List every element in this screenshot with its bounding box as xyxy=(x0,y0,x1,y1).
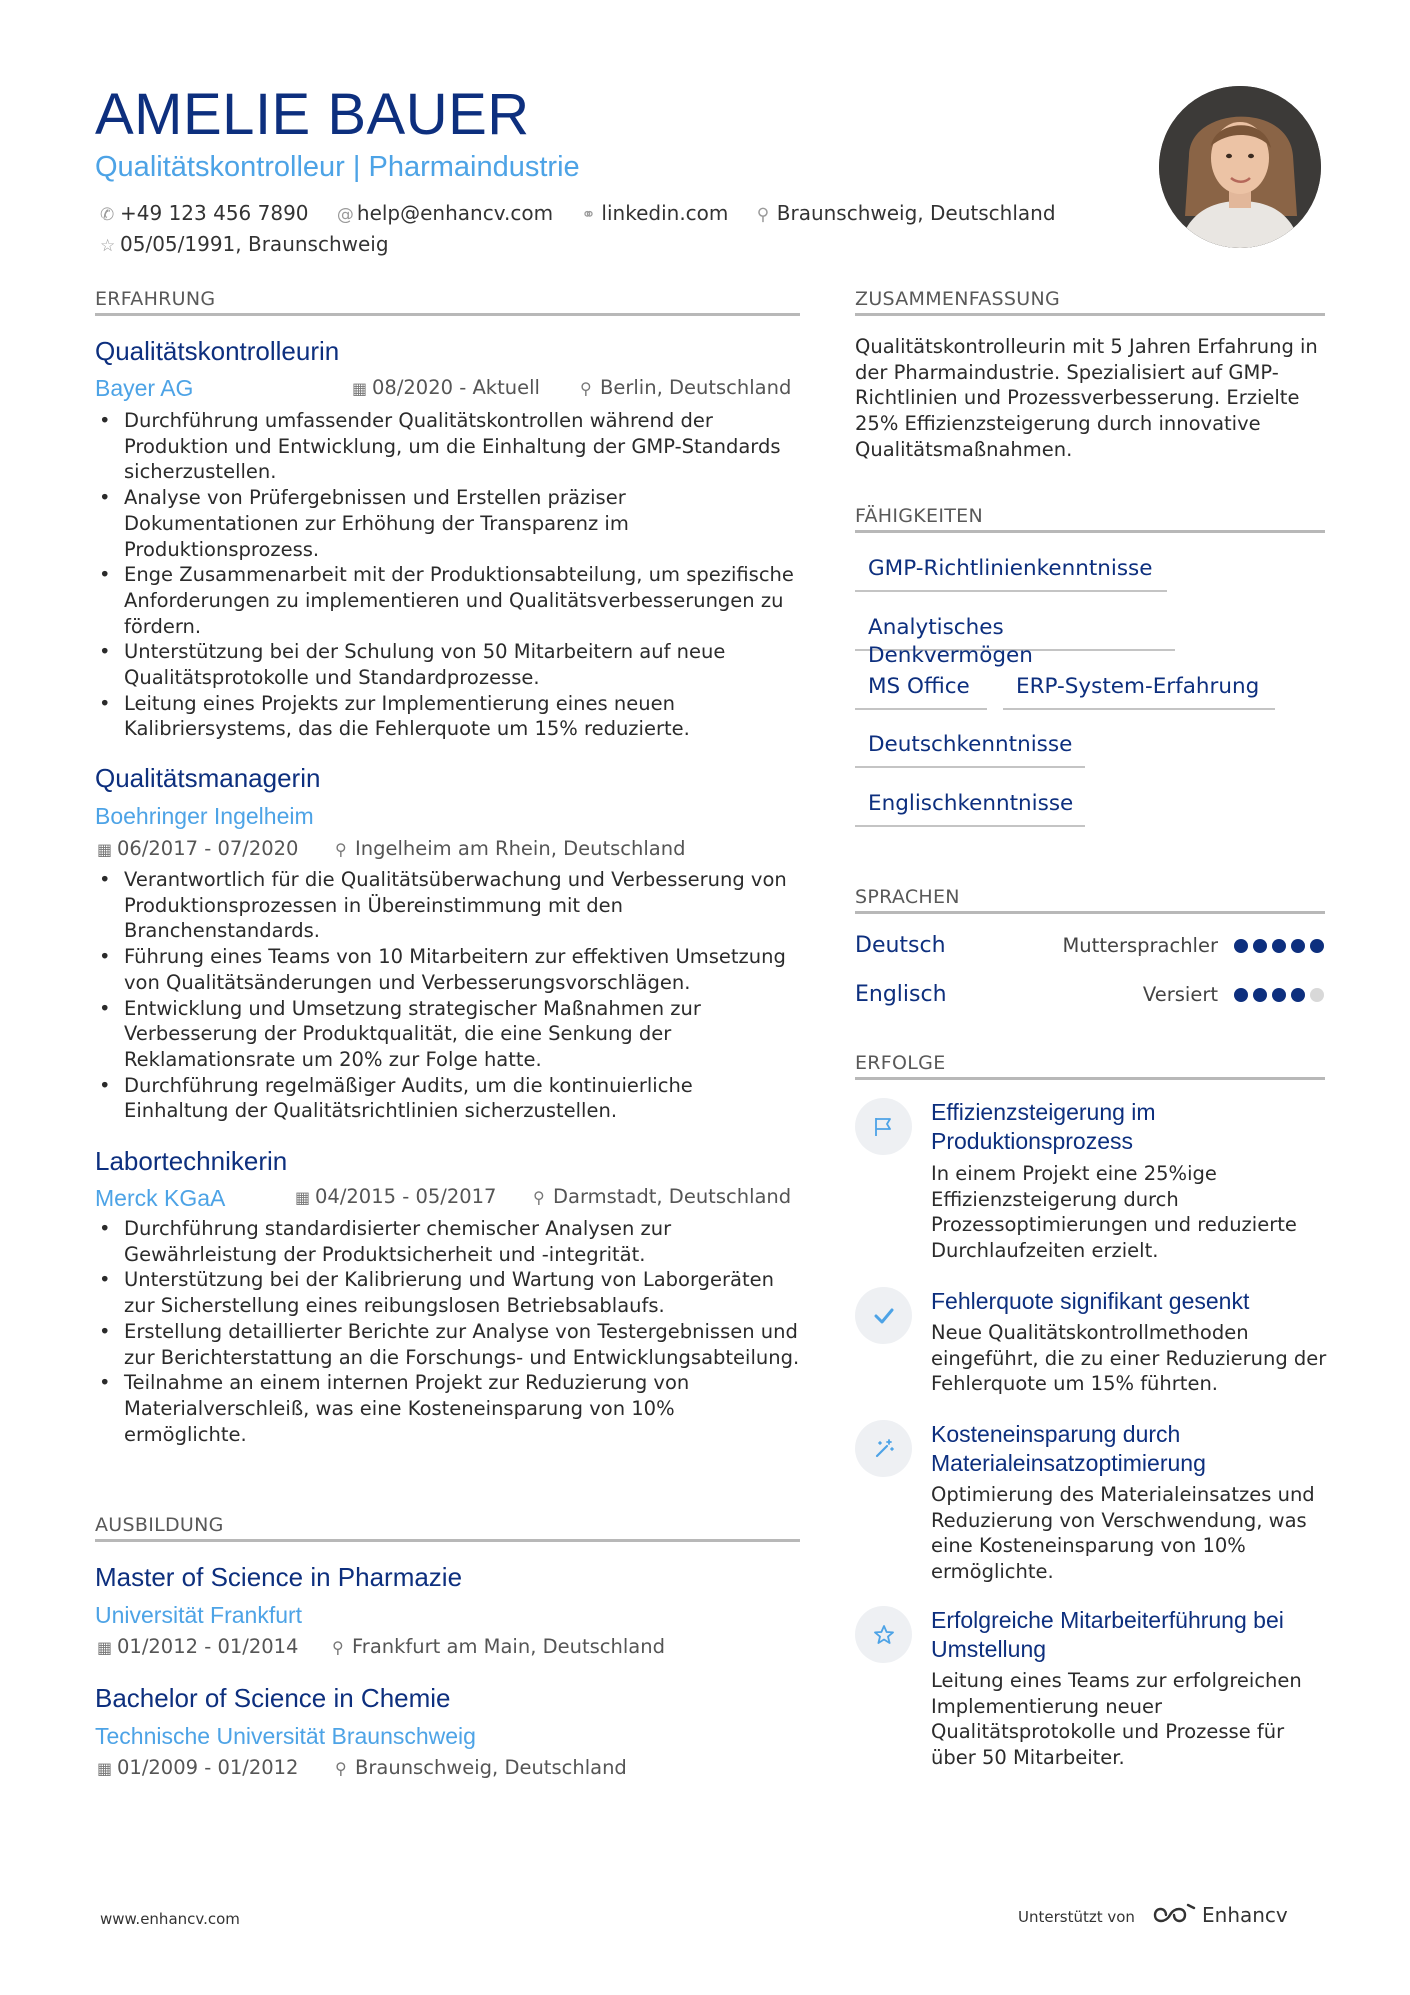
list-item: • Leitung eines Projekts zur Implementierung eines neuen Kalibriersystems, das die Fehlerquote um 15% reduzierte. xyxy=(95,691,800,742)
list-item: • Durchführung standardisierter chemischer Analysen zur Gewährleistung der Produktsicherheit und -integrität. xyxy=(95,1216,800,1267)
star-icon xyxy=(855,1606,912,1663)
education-degree: Bachelor of Science in Chemie xyxy=(95,1683,451,1713)
candidate-name: AMELIE BAUER xyxy=(95,82,530,147)
section-title-achievements: ERFOLGE xyxy=(855,1052,946,1074)
list-item: • Führung eines Teams von 10 Mitarbeitern zur effektiven Umsetzung von Qualitätsänderungen und Verbesserungsvorschlägen. xyxy=(95,944,800,995)
section-title-education: AUSBILDUNG xyxy=(95,1514,224,1536)
phone-icon: ✆ xyxy=(100,205,115,225)
job-location: ⚲ Berlin, Deutschland xyxy=(580,375,791,402)
job-role: Qualitätsmanagerin xyxy=(95,763,321,793)
link-icon: ⚭ xyxy=(581,205,596,225)
achievement-title: Erfolgreiche Mitarbeiterführung bei Umstellung xyxy=(931,1607,1284,1662)
rating-dot xyxy=(1253,939,1267,953)
section-divider xyxy=(855,530,1325,533)
star-outline-icon: ☆ xyxy=(100,236,116,256)
achievement-title: Kosteneinsparung durch Materialeinsatzoptimierung xyxy=(931,1421,1206,1476)
language-rating xyxy=(1234,988,1324,1004)
profile-photo xyxy=(1159,86,1321,248)
section-divider xyxy=(95,1539,800,1542)
calendar-icon: ▦ xyxy=(97,1638,113,1657)
job-company: Merck KGaA xyxy=(95,1185,226,1211)
location-pin-icon: ⚲ xyxy=(335,1759,347,1778)
profile-photo-graphic xyxy=(1159,86,1321,248)
achievement-description: Leitung eines Teams zur erfolgreichen Implementierung neuer Qualitätsprotokolle und Prozesse für über 50 Mitarbeiter. xyxy=(931,1669,1302,1770)
achievement-description: Neue Qualitätskontrollmethoden eingeführt, die zu einer Reduzierung der Fehlerquote um 15% führten. xyxy=(931,1321,1327,1396)
location-pin-icon: ⚲ xyxy=(533,1188,545,1207)
footer-website[interactable]: www.enhancv.com xyxy=(100,1910,240,1928)
rating-dot xyxy=(1253,988,1267,1002)
skill-tag: GMP-Richtlinienkenntnisse xyxy=(855,552,1167,592)
job-bullets xyxy=(95,408,800,742)
language-level: Versiert xyxy=(1142,983,1218,1006)
achievement-description: In einem Projekt eine 25%ige Effizienzsteigerung durch Prozessoptimierungen und reduzierte Durchlaufzeiten erzielt. xyxy=(931,1162,1297,1263)
language-name: Englisch xyxy=(855,982,947,1007)
education-dates: ▦ 01/2012 - 01/2014 xyxy=(97,1634,298,1661)
section-title-skills: FÄHIGKEITEN xyxy=(855,505,983,527)
calendar-icon: ▦ xyxy=(352,379,368,398)
rating-dot xyxy=(1291,988,1305,1002)
location-pin-icon: ⚲ xyxy=(335,840,347,859)
job-location: ⚲ Ingelheim am Rhein, Deutschland xyxy=(335,836,685,863)
rating-dot xyxy=(1291,939,1305,953)
summary-text: Qualitätskontrolleurin mit 5 Jahren Erfahrung in der Pharmaindustrie. Spezialisiert auf GMP-Richtlinien und Prozessverbesserung. Erzielte 25% Effizienzsteigerung durch innovative Qualitätsmaßnahmen. xyxy=(855,335,1318,461)
footer-brand: Enhancv xyxy=(1202,1903,1288,1927)
list-item: • Teilnahme an einem internen Projekt zur Reduzierung von Materialverschleiß, was eine Kosteneinsparung von 10% ermöglichte. xyxy=(95,1370,800,1447)
section-divider xyxy=(855,1077,1325,1080)
job-role: Labortechnikerin xyxy=(95,1146,288,1176)
list-item: • Entwicklung und Umsetzung strategischer Maßnahmen zur Verbesserung der Produktqualität, die eine Senkung der Reklamationsrate um 20% zur Folge hatte. xyxy=(95,996,800,1073)
language-rating xyxy=(1234,939,1324,955)
contact-birth: ☆ 05/05/1991, Braunschweig xyxy=(100,230,389,261)
job-company: Boehringer Ingelheim xyxy=(95,803,314,829)
list-item: • Unterstützung bei der Schulung von 50 Mitarbeitern auf neue Qualitätsprotokolle und Standardprozesse. xyxy=(95,639,800,690)
job-location: ⚲ Darmstadt, Deutschland xyxy=(533,1184,791,1211)
job-dates: ▦ 06/2017 - 07/2020 xyxy=(97,836,298,863)
language-name: Deutsch xyxy=(855,933,946,958)
rating-dot xyxy=(1272,988,1286,1002)
education-dates: ▦ 01/2009 - 01/2012 xyxy=(97,1755,298,1782)
footer-powered-by: Unterstützt von xyxy=(1018,1908,1135,1926)
list-item: • Analyse von Prüfergebnissen und Erstellen präziser Dokumentationen zur Erhöhung der Transparenz im Produktionsprozess. xyxy=(95,485,800,562)
list-item: • Erstellung detaillierter Berichte zur Analyse von Testergebnissen und zur Berichterstattung an die Forschungs- und Entwicklungsabteilung. xyxy=(95,1319,800,1370)
list-item: • Durchführung regelmäßiger Audits, um die kontinuierliche Einhaltung der Qualitätsrichtlinien sicherzustellen. xyxy=(95,1073,800,1124)
location-pin-icon: ⚲ xyxy=(756,205,770,225)
check-icon xyxy=(855,1287,912,1344)
calendar-icon: ▦ xyxy=(97,1759,113,1778)
skill-tag: MS Office xyxy=(855,670,987,710)
rating-dot xyxy=(1310,988,1324,1002)
job-dates: ▦ 08/2020 - Aktuell xyxy=(352,375,540,402)
skill-tag: ERP-System-Erfahrung xyxy=(1003,670,1275,710)
rating-dot xyxy=(1234,939,1248,953)
section-divider xyxy=(855,911,1325,914)
candidate-title: Qualitätskontrolleur | Pharmaindustrie xyxy=(95,151,580,183)
achievement-title: Fehlerquote signifikant gesenkt xyxy=(931,1288,1250,1314)
job-dates: ▦ 04/2015 - 05/2017 xyxy=(295,1184,496,1211)
language-level: Muttersprachler xyxy=(1062,934,1218,957)
skill-tag: Analytisches Denkvermögen xyxy=(855,611,1175,651)
job-role: Qualitätskontrolleurin xyxy=(95,336,340,366)
list-item: • Durchführung umfassender Qualitätskontrollen während der Produktion und Entwicklung, um die Einhaltung der GMP-Standards sicherzustellen. xyxy=(95,408,800,485)
list-item: • Verantwortlich für die Qualitätsüberwachung und Verbesserung von Produktionsprozessen in Übereinstimmung mit den Branchenstandards. xyxy=(95,867,800,944)
section-title-languages: SPRACHEN xyxy=(855,886,960,908)
job-bullets xyxy=(95,1216,800,1447)
location-pin-icon: ⚲ xyxy=(580,379,592,398)
contact-phone: ✆ +49 123 456 7890 xyxy=(100,199,309,230)
contact-info xyxy=(100,199,1100,261)
rating-dot xyxy=(1234,988,1248,1002)
rating-dot xyxy=(1272,939,1286,953)
contact-location: ⚲ Braunschweig, Deutschland xyxy=(757,199,1056,230)
section-divider xyxy=(95,313,800,316)
rating-dot xyxy=(1310,939,1324,953)
section-title-summary: ZUSAMMENFASSUNG xyxy=(855,288,1060,310)
skill-tag: Deutschkenntnisse xyxy=(855,728,1085,768)
education-degree: Master of Science in Pharmazie xyxy=(95,1562,463,1592)
job-bullets xyxy=(95,867,800,1124)
section-title-experience: ERFAHRUNG xyxy=(95,288,216,310)
achievement-description: Optimierung des Materialeinsatzes und Reduzierung von Verschwendung, was eine Kosteneinsparung von 10% ermöglichte. xyxy=(931,1483,1315,1584)
at-icon: @ xyxy=(336,205,354,225)
education-location: ⚲ Braunschweig, Deutschland xyxy=(335,1755,627,1782)
contact-linkedin[interactable]: ⚭ linkedin.com xyxy=(581,199,728,230)
skill-tag: Englischkenntnisse xyxy=(855,787,1085,827)
job-company: Bayer AG xyxy=(95,375,194,401)
location-pin-icon: ⚲ xyxy=(332,1638,344,1657)
magic-wand-icon xyxy=(855,1420,912,1477)
flag-icon xyxy=(855,1098,912,1155)
calendar-icon: ▦ xyxy=(97,840,113,859)
education-school: Universität Frankfurt xyxy=(95,1602,303,1628)
list-item: • Enge Zusammenarbeit mit der Produktionsabteilung, um spezifische Anforderungen zu implementieren und Qualitätsverbesserungen zu fördern. xyxy=(95,562,800,639)
enhancv-logo xyxy=(1152,1898,1312,1932)
achievement-title: Effizienzsteigerung im Produktionsprozess xyxy=(931,1099,1156,1154)
contact-email[interactable]: @ help@enhancv.com xyxy=(337,199,553,230)
education-school: Technische Universität Braunschweig xyxy=(95,1723,476,1749)
list-item: • Unterstützung bei der Kalibrierung und Wartung von Laborgeräten zur Sicherstellung eines reibungslosen Betriebsablaufs. xyxy=(95,1267,800,1318)
calendar-icon: ▦ xyxy=(295,1188,311,1207)
section-divider xyxy=(855,313,1325,316)
education-location: ⚲ Frankfurt am Main, Deutschland xyxy=(332,1634,665,1661)
